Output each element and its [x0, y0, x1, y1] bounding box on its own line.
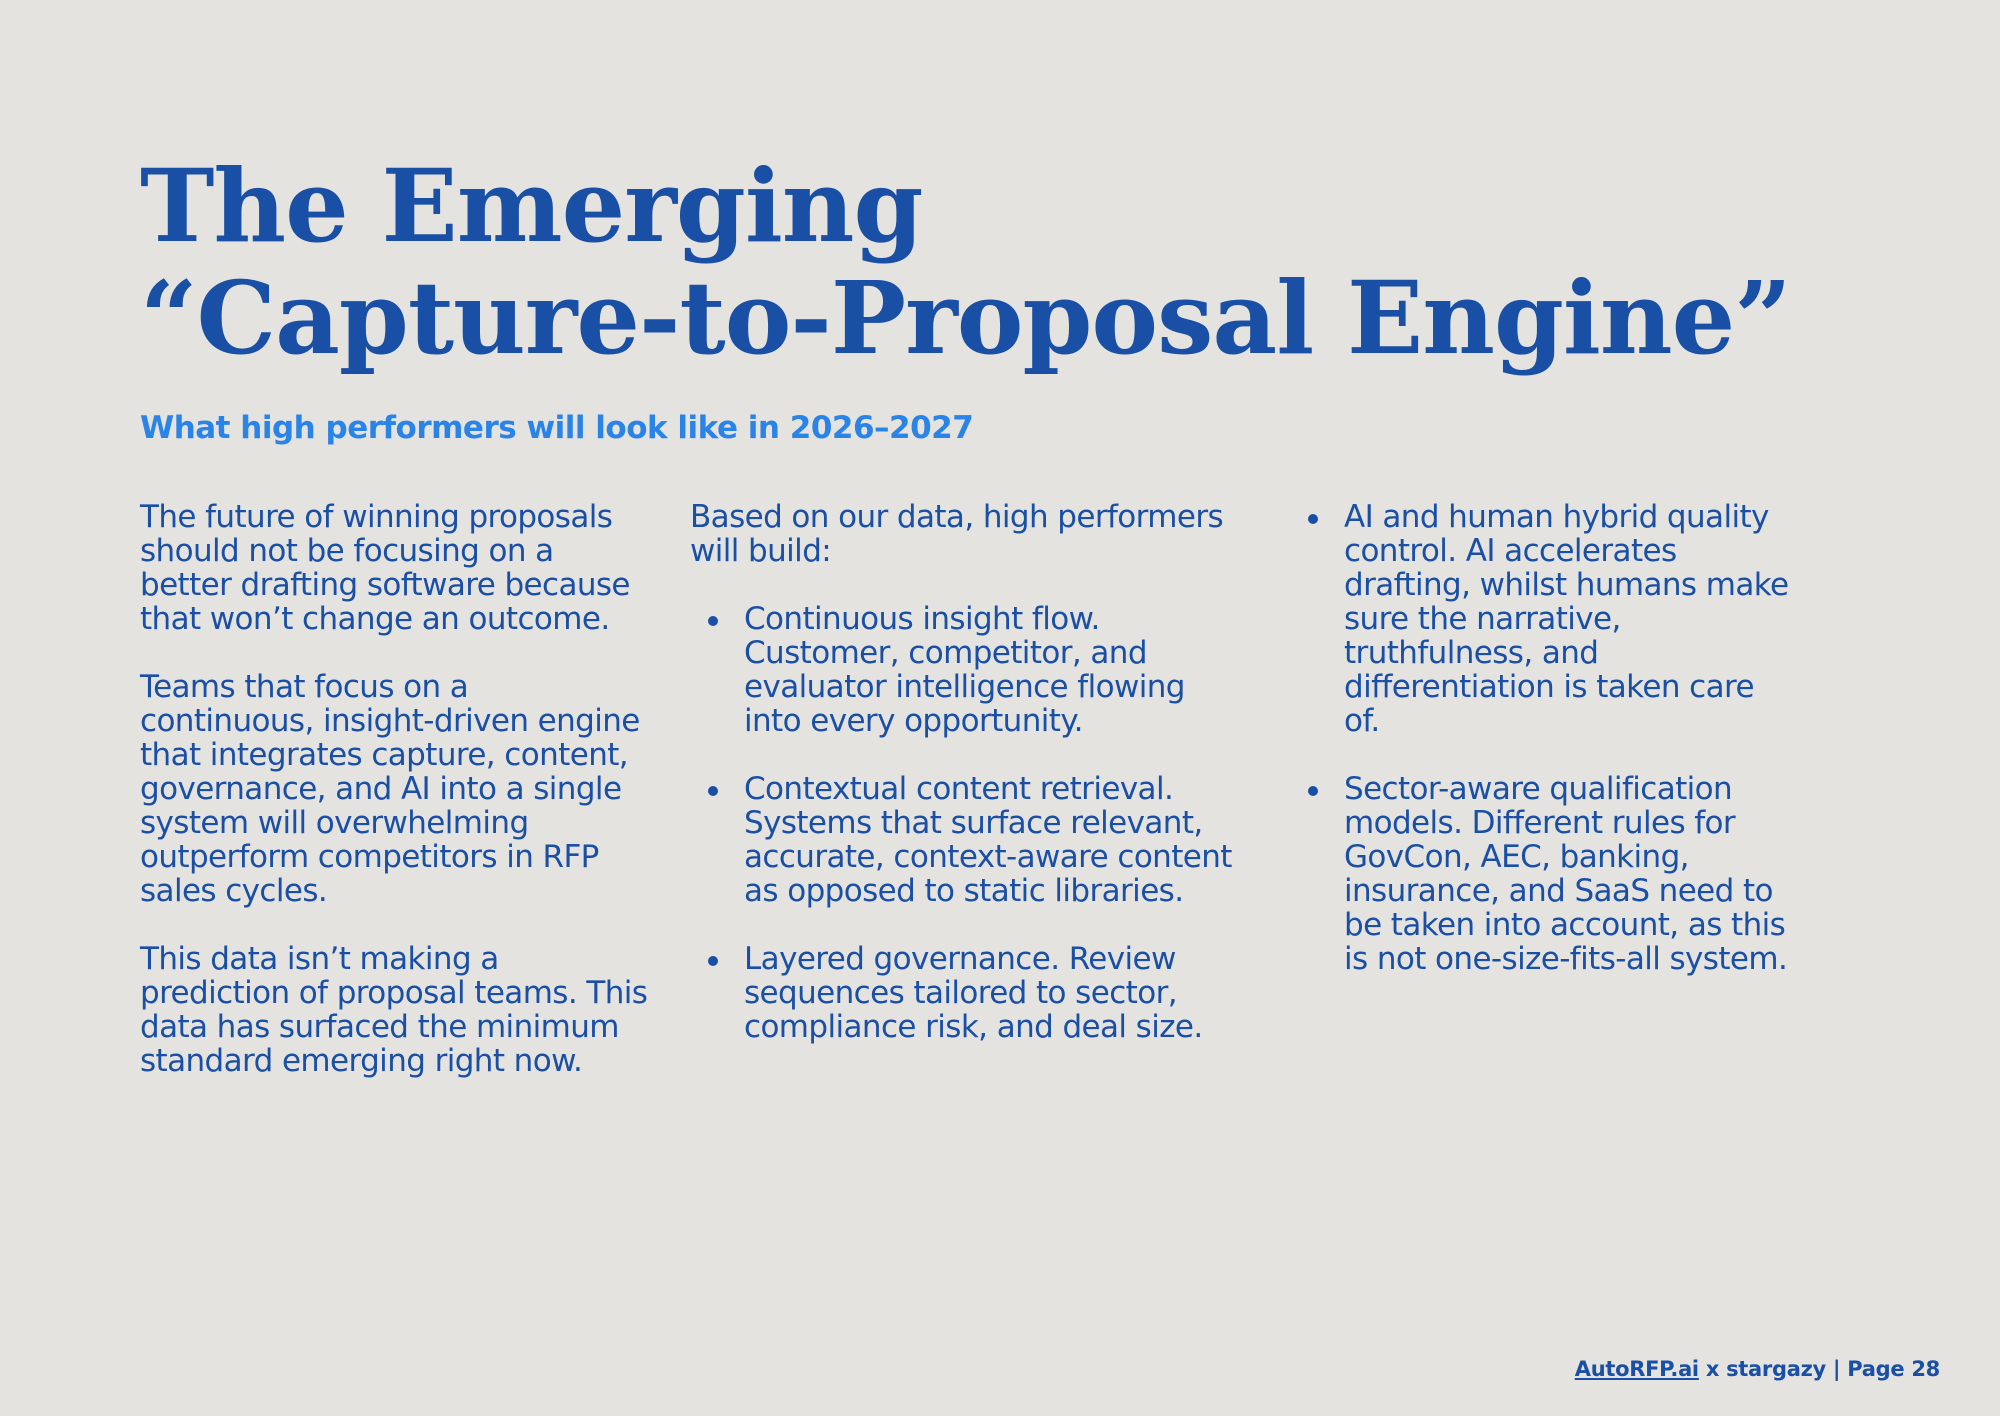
page-subtitle: What high performers will look like in 2026–2027: [140, 410, 974, 446]
footer-page-label: x stargazy | Page 28: [1698, 1357, 1940, 1381]
builds-intro: Based on our data, high performers will build:: [690, 499, 1224, 569]
list-item: Contextual content retrieval. Systems that surface relevant, accurate, context-aware content as opposed to static libraries.: [690, 772, 1250, 908]
page-title-line-1: The Emerging: [140, 147, 923, 265]
autorfp-link[interactable]: AutoRFP.ai: [1574, 1357, 1699, 1381]
list-item: Layered governance. Review sequences tailored to sector, compliance risk, and deal size.: [690, 942, 1250, 1044]
column-builds-continued: [1290, 500, 1790, 1010]
builds-list: [690, 602, 1250, 1044]
list-item: Continuous insight flow. Customer, competitor, and evaluator intelligence flowing into every opportunity.: [690, 602, 1250, 738]
intro-paragraph: This data isn’t making a prediction of proposal teams. This data has surfaced the minimum standard emerging right now.: [140, 941, 648, 1079]
list-item: Sector-aware qualification models. Different rules for GovCon, AEC, banking, insurance, and SaaS need to be taken into account, as this is not one-size-fits-all system.: [1290, 772, 1790, 976]
intro-paragraph: The future of winning proposals should not be focusing on a better drafting software because that won’t change an outcome.: [140, 499, 630, 637]
column-intro: [140, 500, 650, 1112]
builds-list-continued: [1290, 500, 1790, 976]
list-item: AI and human hybrid quality control. AI accelerates drafting, whilst humans make sure the narrative, truthfulness, and differentiation is taken care of.: [1290, 500, 1790, 738]
page-title: [140, 147, 1791, 377]
column-builds: [690, 500, 1250, 1078]
page-title-line-2: “Capture-to-Proposal Engine”: [140, 259, 1791, 377]
page-footer: [1575, 1356, 1940, 1382]
intro-paragraph: Teams that focus on a continuous, insight-driven engine that integrates capture, content, governance, and AI into a single system will overwhelming outperform competitors in RFP sales cycles.: [140, 669, 640, 909]
